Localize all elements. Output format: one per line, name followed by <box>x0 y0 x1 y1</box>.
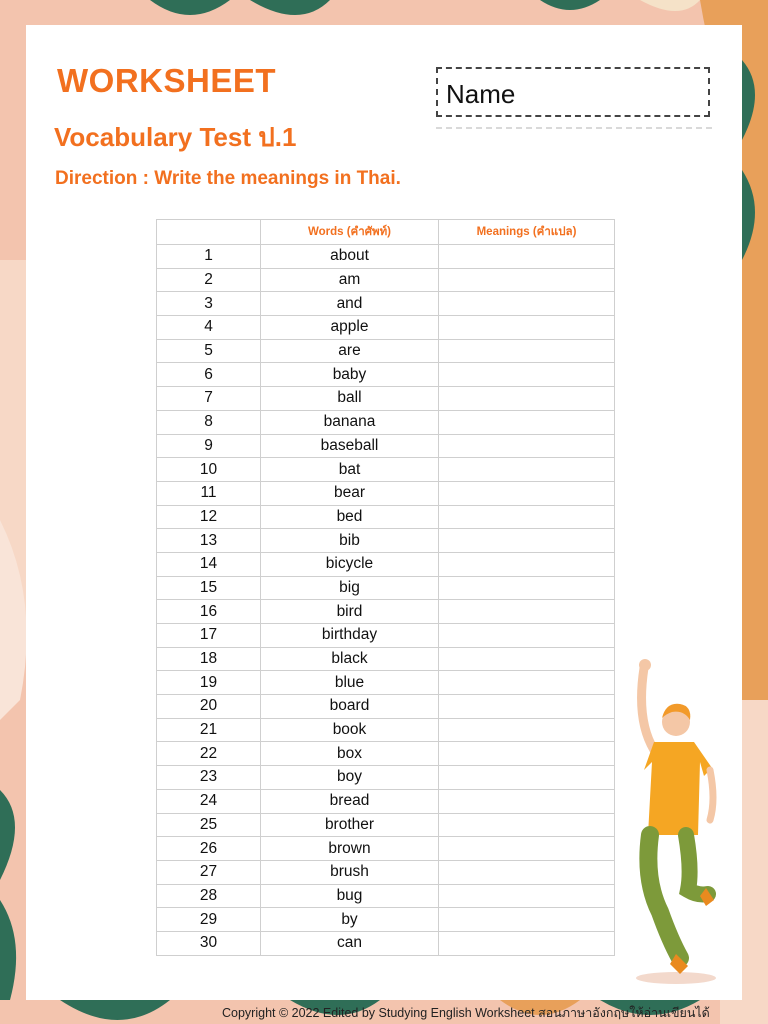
row-meaning-blank[interactable] <box>439 908 615 932</box>
row-word: are <box>261 339 439 363</box>
table-row <box>157 931 615 955</box>
row-meaning-blank[interactable] <box>439 481 615 505</box>
table-row <box>157 505 615 529</box>
row-meaning-blank[interactable] <box>439 624 615 648</box>
table-row <box>157 529 615 553</box>
row-number: 29 <box>157 908 261 932</box>
row-meaning-blank[interactable] <box>439 505 615 529</box>
row-word: bib <box>261 529 439 553</box>
table-row <box>157 292 615 316</box>
row-meaning-blank[interactable] <box>439 931 615 955</box>
table-row <box>157 718 615 742</box>
row-number: 10 <box>157 458 261 482</box>
row-meaning-blank[interactable] <box>439 387 615 411</box>
row-number: 21 <box>157 718 261 742</box>
row-number: 26 <box>157 837 261 861</box>
row-word: black <box>261 647 439 671</box>
row-number: 28 <box>157 884 261 908</box>
row-word: board <box>261 695 439 719</box>
row-number: 17 <box>157 624 261 648</box>
row-number: 16 <box>157 600 261 624</box>
row-number: 15 <box>157 576 261 600</box>
row-meaning-blank[interactable] <box>439 600 615 624</box>
table-row <box>157 434 615 458</box>
row-number: 8 <box>157 410 261 434</box>
row-number: 20 <box>157 695 261 719</box>
table-row <box>157 268 615 292</box>
row-word: by <box>261 908 439 932</box>
row-number: 4 <box>157 316 261 340</box>
table-row <box>157 458 615 482</box>
row-meaning-blank[interactable] <box>439 339 615 363</box>
row-number: 22 <box>157 742 261 766</box>
row-meaning-blank[interactable] <box>439 363 615 387</box>
table-row <box>157 671 615 695</box>
table-row <box>157 647 615 671</box>
table-row <box>157 600 615 624</box>
row-word: blue <box>261 671 439 695</box>
row-meaning-blank[interactable] <box>439 458 615 482</box>
row-meaning-blank[interactable] <box>439 410 615 434</box>
row-word: banana <box>261 410 439 434</box>
vocabulary-table <box>156 219 615 956</box>
row-meaning-blank[interactable] <box>439 529 615 553</box>
row-word: bed <box>261 505 439 529</box>
table-row <box>157 860 615 884</box>
table-row <box>157 884 615 908</box>
row-number: 11 <box>157 481 261 505</box>
row-meaning-blank[interactable] <box>439 837 615 861</box>
header-words: Words (คำศัพท์) <box>261 220 439 245</box>
row-number: 30 <box>157 931 261 955</box>
table-row <box>157 552 615 576</box>
table-row <box>157 908 615 932</box>
row-word: brown <box>261 837 439 861</box>
row-meaning-blank[interactable] <box>439 647 615 671</box>
table-row <box>157 481 615 505</box>
row-meaning-blank[interactable] <box>439 860 615 884</box>
row-number: 9 <box>157 434 261 458</box>
row-meaning-blank[interactable] <box>439 742 615 766</box>
row-number: 23 <box>157 766 261 790</box>
table-row <box>157 339 615 363</box>
worksheet-subtitle: Vocabulary Test ป.1 <box>54 122 297 152</box>
row-number: 19 <box>157 671 261 695</box>
row-number: 12 <box>157 505 261 529</box>
row-number: 24 <box>157 789 261 813</box>
dancing-person-illustration <box>614 650 742 990</box>
table-row <box>157 624 615 648</box>
row-meaning-blank[interactable] <box>439 766 615 790</box>
row-number: 2 <box>157 268 261 292</box>
row-word: bread <box>261 789 439 813</box>
row-number: 7 <box>157 387 261 411</box>
header-number <box>157 220 261 245</box>
row-word: birthday <box>261 624 439 648</box>
name-underline <box>436 127 712 129</box>
row-word: apple <box>261 316 439 340</box>
row-word: book <box>261 718 439 742</box>
row-word: brother <box>261 813 439 837</box>
table-row <box>157 766 615 790</box>
row-meaning-blank[interactable] <box>439 268 615 292</box>
table-row <box>157 837 615 861</box>
row-word: bat <box>261 458 439 482</box>
table-row <box>157 789 615 813</box>
row-word: baseball <box>261 434 439 458</box>
row-meaning-blank[interactable] <box>439 434 615 458</box>
row-word: bear <box>261 481 439 505</box>
row-number: 1 <box>157 245 261 269</box>
table-row <box>157 695 615 719</box>
table-row <box>157 245 615 269</box>
row-word: and <box>261 292 439 316</box>
row-word: boy <box>261 766 439 790</box>
row-word: bird <box>261 600 439 624</box>
row-word: am <box>261 268 439 292</box>
row-meaning-blank[interactable] <box>439 813 615 837</box>
name-label: Name <box>446 79 516 109</box>
name-field[interactable] <box>436 67 710 117</box>
row-meaning-blank[interactable] <box>439 718 615 742</box>
row-word: ball <box>261 387 439 411</box>
copyright-footer: Copyright © 2022 Edited by Studying English Worksheet สอนภาษาอังกฤษให้อ่านเขียนได้ <box>222 1006 710 1020</box>
direction-text: Direction : Write the meanings in Thai. <box>55 168 401 189</box>
row-word: bicycle <box>261 552 439 576</box>
row-meaning-blank[interactable] <box>439 671 615 695</box>
row-number: 3 <box>157 292 261 316</box>
row-meaning-blank[interactable] <box>439 316 615 340</box>
row-meaning-blank[interactable] <box>439 245 615 269</box>
row-number: 6 <box>157 363 261 387</box>
table-row <box>157 742 615 766</box>
header-meanings: Meanings (คำแปล) <box>439 220 615 245</box>
vocabulary-table-body <box>157 245 615 956</box>
table-row <box>157 387 615 411</box>
row-word: bug <box>261 884 439 908</box>
row-number: 25 <box>157 813 261 837</box>
row-word: box <box>261 742 439 766</box>
row-number: 27 <box>157 860 261 884</box>
table-row <box>157 316 615 340</box>
table-row <box>157 363 615 387</box>
row-meaning-blank[interactable] <box>439 695 615 719</box>
row-number: 14 <box>157 552 261 576</box>
table-row <box>157 813 615 837</box>
row-word: big <box>261 576 439 600</box>
row-number: 13 <box>157 529 261 553</box>
row-meaning-blank[interactable] <box>439 884 615 908</box>
row-meaning-blank[interactable] <box>439 789 615 813</box>
row-meaning-blank[interactable] <box>439 576 615 600</box>
table-row <box>157 576 615 600</box>
table-row <box>157 410 615 434</box>
row-word: can <box>261 931 439 955</box>
row-meaning-blank[interactable] <box>439 552 615 576</box>
row-word: brush <box>261 860 439 884</box>
table-header-row <box>157 220 615 245</box>
row-word: baby <box>261 363 439 387</box>
row-number: 18 <box>157 647 261 671</box>
row-word: about <box>261 245 439 269</box>
row-number: 5 <box>157 339 261 363</box>
worksheet-title: WORKSHEET <box>57 62 276 99</box>
row-meaning-blank[interactable] <box>439 292 615 316</box>
